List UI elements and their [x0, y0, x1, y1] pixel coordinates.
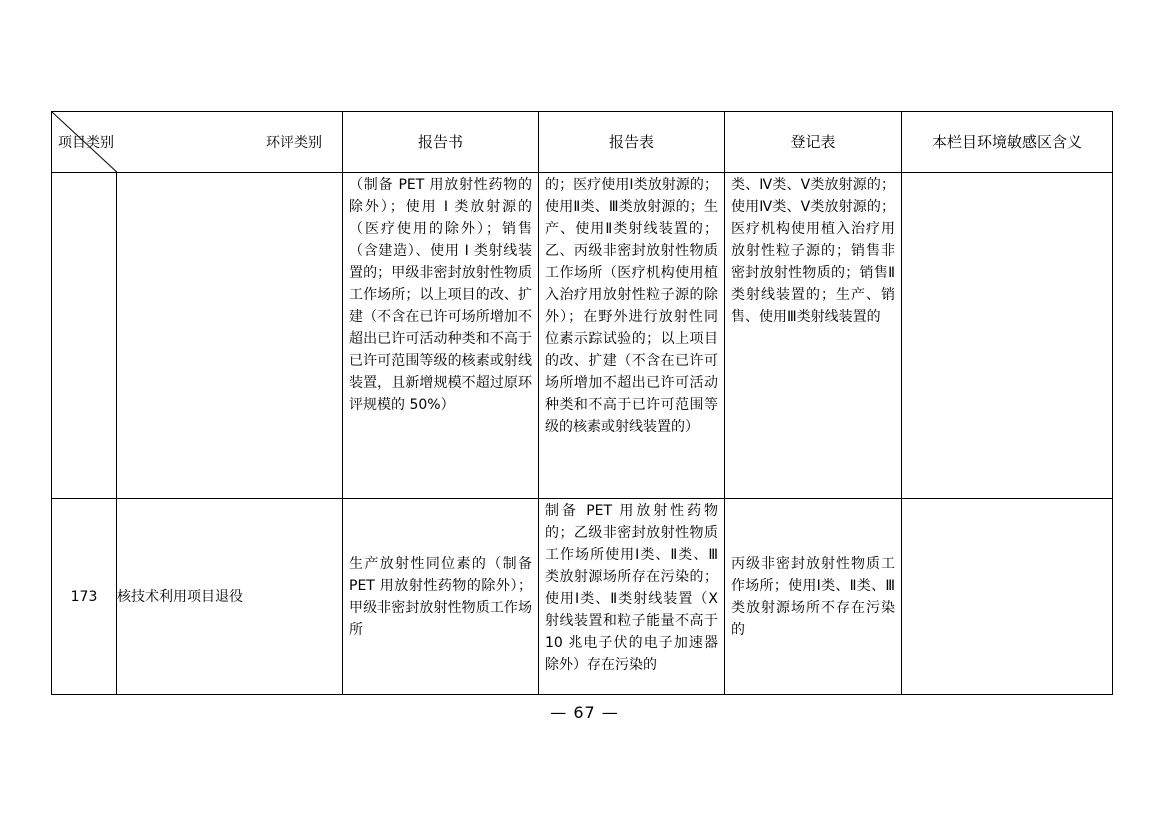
row-registration-cell: [725, 173, 902, 499]
row-report-book-cell: [343, 499, 539, 695]
header-project-category: 项目类别: [58, 135, 114, 151]
table-row: [52, 173, 1113, 499]
row-project-name: 核技术利用项目退役: [117, 499, 343, 695]
row-sensitive-area-cell: [902, 499, 1113, 695]
row-number: [52, 173, 117, 499]
row-registration-cell: [725, 499, 902, 695]
row-report-book-cell: [343, 173, 539, 499]
table-row: [52, 499, 1113, 695]
header-report-form: 报告表: [539, 112, 725, 173]
row-report-form-cell: [539, 499, 725, 695]
header-eia-category: 环评类别: [266, 135, 322, 151]
row-report-form-cell: [539, 173, 725, 499]
registration-text: 丙级非密封放射性物质工作场所；使用Ⅰ类、Ⅱ类、Ⅲ类放射源场所不存在污染的: [731, 556, 895, 638]
row-number: 173: [52, 499, 117, 695]
header-registration-form: 登记表: [725, 112, 902, 173]
report-book-text: 生产放射性同位素的（制备 PET 用放射性药物的除外）；甲级非密封放射性物质工作场所: [349, 556, 532, 638]
page-number: — 67 —: [550, 703, 619, 722]
header-sensitive-area: 本栏目环境敏感区含义: [902, 112, 1113, 173]
header-category-cell: [52, 112, 343, 173]
header-report-book: 报告书: [343, 112, 539, 173]
report-book-text: （制备 PET 用放射性药物的除外）；使用 I 类放射源的（医疗使用的除外）；销售（含建造）、使用 I 类射线装置的；甲级非密封放射性物质工作场所；以上项目的改、扩建（不含在已许可场所增加不超出已许可活动种类和不高于已许可范围等级的核素或射线装置，且新增规模不超过原环评规模的 50%）: [349, 177, 532, 413]
table-header-row: [52, 112, 1113, 173]
report-form-text: 制备 PET 用放射性药物的；乙级非密封放射性物质工作场所使用Ⅰ类、Ⅱ类、Ⅲ类放射源场所存在污染的；使用Ⅰ类、Ⅱ类射线装置（X 射线装置和粒子能量不高于 10 兆电子伏的电子加速器除外）存在污染的: [545, 503, 718, 673]
classification-table: [51, 111, 1113, 695]
row-project-name: [117, 173, 343, 499]
report-form-text: 的；医疗使用Ⅰ类放射源的；使用Ⅱ类、Ⅲ类放射源的；生产、使用Ⅱ类射线装置的；乙、丙级非密封放射性物质工作场所（医疗机构使用植入治疗用放射性粒子源的除外）；在野外进行放射性同位素示踪试验的；以上项目的改、扩建（不含在已许可场所增加不超出已许可活动种类和不高于已许可范围等级的核素或射线装置的）: [545, 177, 718, 435]
registration-text: 类、Ⅳ类、Ⅴ类放射源的；使用Ⅳ类、Ⅴ类放射源的；医疗机构使用植入治疗用放射性粒子源的；销售非密封放射性物质的；销售Ⅱ类射线装置的；生产、销售、使用Ⅲ类射线装置的: [731, 177, 895, 325]
row-sensitive-area-cell: [902, 173, 1113, 499]
